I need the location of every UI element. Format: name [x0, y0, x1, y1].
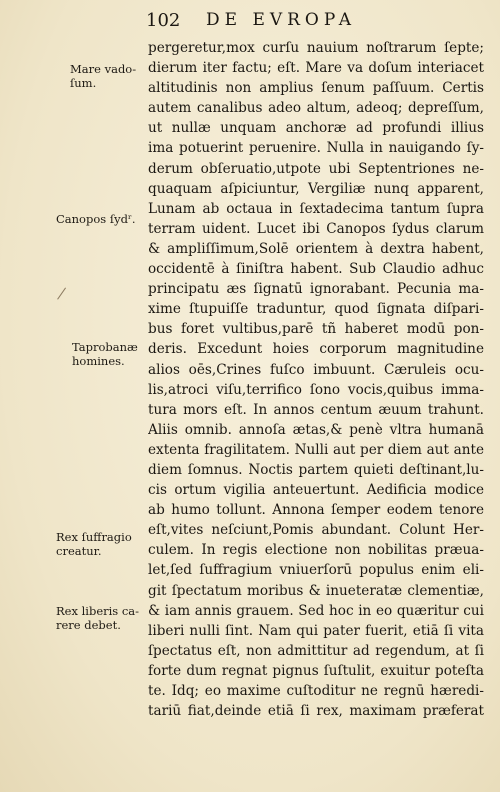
text-line: Aliis omnib. annoſa ætas,& penè vltra humanā [148, 421, 484, 438]
text-line: deris. Excedunt hoies corporum magnitudine [148, 341, 484, 358]
body-text [148, 38, 484, 721]
marginal-note-canopos [56, 212, 136, 226]
text-line: ſpectatus eſt, non admittitur ad regendum, at ſi [148, 642, 484, 659]
marginal-note-line: Rex ſuffragio [56, 530, 132, 544]
text-line: xime ſtupuiſſe traduntur, quod ſignata diſpari- [148, 301, 484, 318]
text-line: ima potuerint peruenire. Nulla in nauigando ſy- [148, 140, 484, 157]
text-line: principatu æs ſignatū ignorabant. Pecunia ma- [148, 281, 484, 298]
text-line: occidentē à ſiniſtra habent. Sub Claudio adhuc [148, 261, 484, 278]
text-line: tariū fiat,deinde etiā ſi rex, maximam præferat [148, 703, 484, 720]
marginal-note-line: Mare vado- [70, 62, 137, 76]
page-number: 102 [146, 10, 181, 31]
text-line: alios oēs,Crines fuſco imbuunt. Cæruleis ocu- [148, 361, 484, 378]
text-line: altitudinis non amplius ſenum paſſuum. Certis [148, 80, 484, 97]
text-line: pergeretur,mox curſu nauium noſtrarum ſepte; [148, 40, 484, 56]
marginal-note-line: Rex liberis ca- [56, 604, 140, 618]
text-line: ab humo tollunt. Annona ſemper eodem tenore [148, 502, 484, 519]
marginal-note-line: Canopos ſydʳ. [56, 212, 136, 226]
text-line: Lunam ab octaua in ſextadecima tantum ſupra [148, 200, 484, 217]
running-head: DE EVROPA [206, 10, 357, 30]
paper-mark [57, 288, 76, 307]
page-header [146, 6, 486, 34]
marginal-note-taprobanae [72, 340, 138, 368]
marginal-note-rex-suffragio [56, 530, 132, 558]
marginal-note-line: homines. [72, 354, 125, 368]
text-line: cis ortum vigilia anteuertunt. Aedificia modice [148, 482, 484, 499]
text-line: tura mors eſt. In annos centum æuum trahunt. [148, 401, 484, 418]
text-line: extenta fragilitatem. Nulli aut per diem aut ante [148, 441, 484, 458]
text-line: quaquam aſpiciuntur, Vergiliæ nunq apparent, [148, 180, 484, 197]
text-line: te. Idq; eo maxime cuſtoditur ne regnū hæredi- [148, 683, 484, 699]
text-line: culem. In regis electione non nobilitas præua- [148, 542, 484, 559]
text-line: derum obſeruatio,utpote ubi Septentriones ne- [148, 160, 484, 177]
marginal-note-line: creatur. [56, 544, 102, 558]
text-line: & iam annis grauem. Sed hoc in eo quæritur cui [148, 602, 484, 619]
marginal-note-line: Taprobanæ [72, 340, 138, 354]
text-line: ut nullæ unquam anchoræ ad profundi illius [148, 120, 484, 137]
text-line: liberi nulli ſint. Nam qui pater fuerit, etiā ſi vita [148, 622, 484, 639]
marginal-note-rex-liberis [56, 604, 139, 632]
marginal-note-line: rere debet. [56, 618, 121, 632]
marginal-note-line: ſum. [70, 76, 97, 90]
text-line: git ſpectatum moribus & inueteratæ clementiæ, [148, 582, 484, 599]
marginal-note-mare-vadosum [70, 62, 136, 90]
text-line: dierum iter factu; eſt. Mare va doſum interiacet [148, 60, 484, 77]
text-line: lis,atroci viſu,terrifico ſono vocis,quibus imma- [148, 381, 484, 398]
text-line: bus foret vultibus,parē tñ haberet modū pon- [148, 321, 484, 338]
text-line: eſt,vites neſciunt,Pomis abundant. Colunt Her- [148, 522, 484, 539]
text-line: forte dum regnat pignus ſuſtulit, exuitur poteſta [148, 662, 484, 679]
text-line: & ampliſſimum,Solē orientem à dextra habent, [148, 240, 484, 257]
text-line: autem canalibus adeo altum, adeoq; depreſſum, [148, 100, 484, 117]
text-line: terram uident. Lucet ibi Canopos ſydus clarum [148, 220, 484, 237]
text-line: diem ſomnus. Noctis partem quieti deſtinant,lu- [148, 461, 484, 478]
text-line: let,ſed ſuffragium vniuerſorū populus enim eli- [148, 562, 484, 579]
